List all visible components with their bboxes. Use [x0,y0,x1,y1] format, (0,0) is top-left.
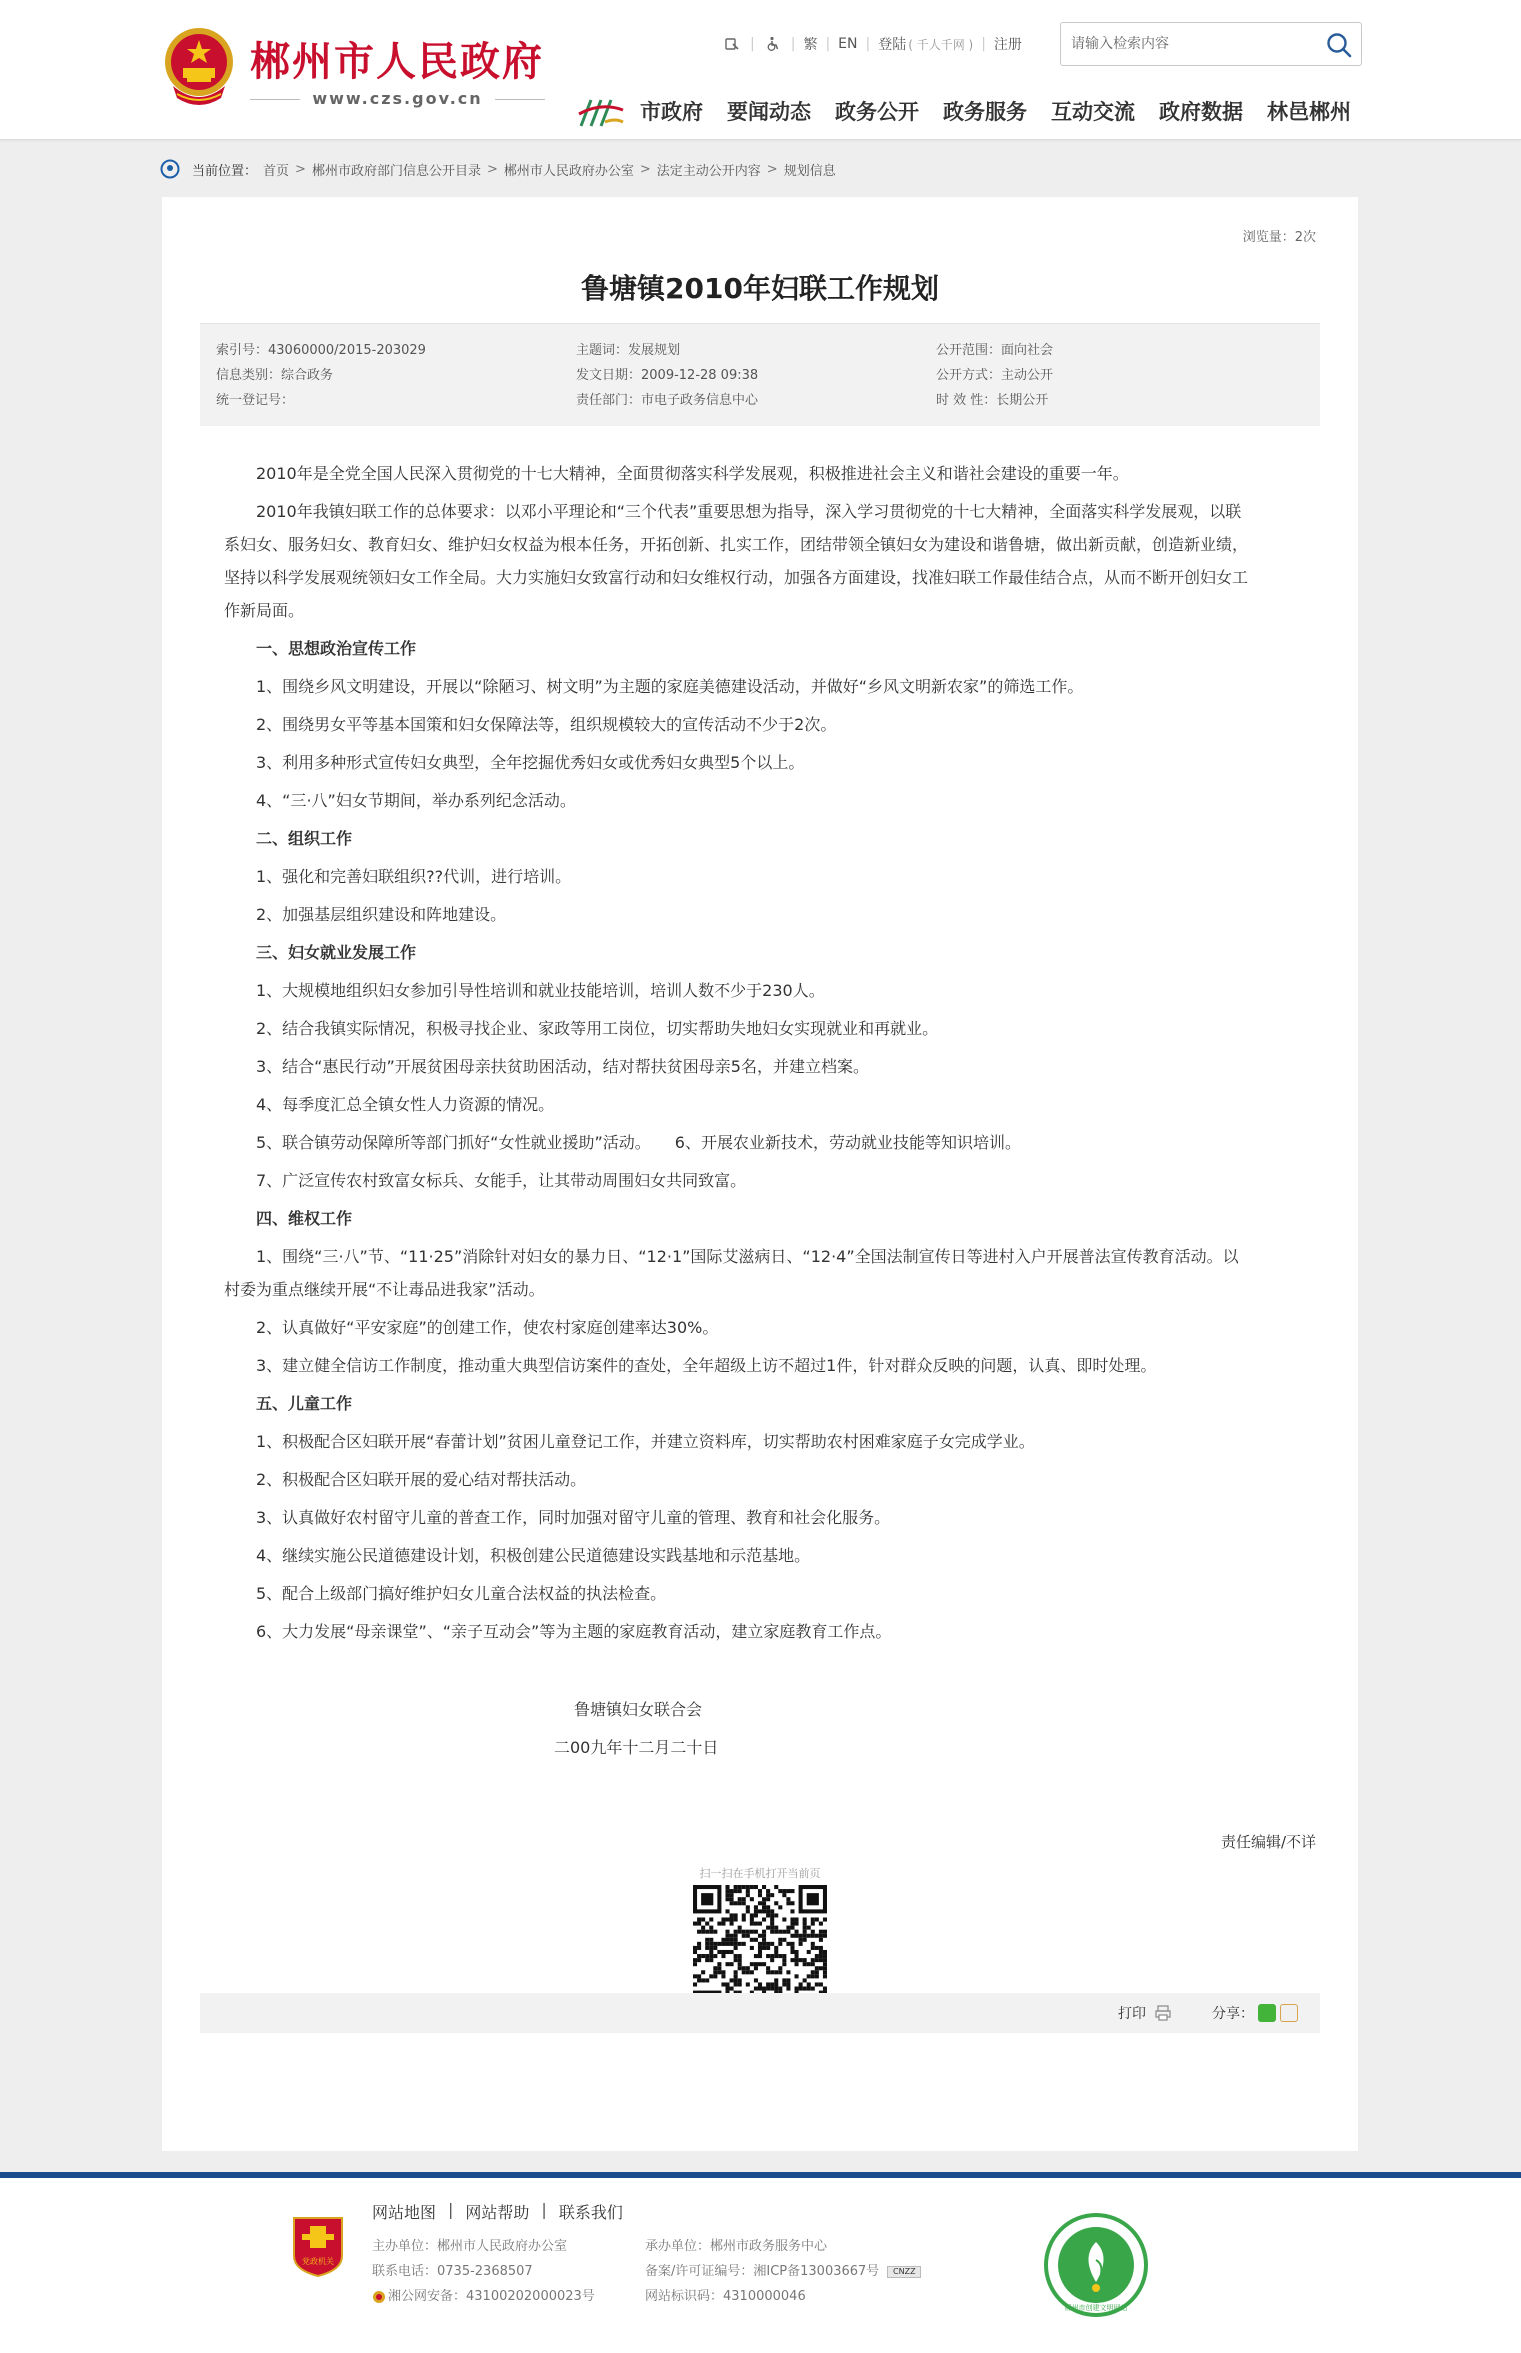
accessibility-reader-icon[interactable] [722,34,742,54]
view-count: 浏览量：2次 [1242,230,1316,245]
nav-item-city-government[interactable]: 市政府 [640,100,703,124]
search-input[interactable] [1061,23,1311,65]
meta-issue-date: 发文日期：2009-12-28 09:38 [576,368,759,383]
body-paragraph: 3、认真做好农村留守儿童的普查工作，同时加强对留守儿童的管理、教育和社会化服务。 [256,1508,891,1527]
article-meta-table [200,323,1320,426]
section-heading: 三、妇女就业发展工作 [256,943,417,962]
section-heading: 二、组织工作 [256,829,353,848]
login-note: ( 千人千网 ) [908,37,974,52]
badge-text: 党政机关 [302,2257,334,2266]
footer-icp[interactable]: 备案/许可证编号：湘ICP备13003667号 [645,2264,880,2279]
site-domain-text: www.czs.gov.cn [312,89,483,108]
footer-site-code: 网站标识码：4310000046 [645,2289,806,2304]
meta-keywords: 主题词：发展规划 [576,343,681,358]
meta-column-1 [216,338,426,413]
body-paragraph: 4、每季度汇总全镇女性人力资源的情况。 [256,1095,555,1114]
weibo-share-icon[interactable] [1280,2004,1298,2022]
body-paragraph: 2010年我镇妇联工作的总体要求：以邓小平理论和“三个代表”重要思想为指导，深入学习贯彻党的十七大精神，全面落实科学发展观，以联系妇女、服务妇女、教育妇女、维护妇女权益为根本任务，开拓创新、扎实工作，团结带领全镇妇女为建设和谐鲁塘，做出新贡献，创造新业绩，坚持以科学发展观统领妇女工作全局。大力实施妇女致富行动和妇女维权行动，加强各方面建设，找准妇联工作最佳结合点，从而不断开创妇女工作新局面。 [224,502,1249,620]
english-link[interactable]: EN [838,36,858,52]
meta-index-number: 索引号：43060000/2015-203029 [216,343,426,358]
national-emblem-logo[interactable] [163,24,235,108]
body-paragraph: 5、联合镇劳动保障所等部门抓好“女性就业援助”活动。 6、开展农业新技术，劳动就业技能等知识培训。 [256,1133,1021,1152]
party-government-badge-icon[interactable] [290,2214,346,2278]
city-logo-mark-icon [575,92,627,132]
register-link[interactable]: 注册 [993,37,1022,53]
body-paragraph: 2、围绕男女平等基本国策和妇女保障法等，组织规模较大的宣传活动不少于2次。 [256,715,837,734]
body-paragraph: 1、围绕“三·八”节、“11·25”消除针对妇女的暴力日、“12·1”国际艾滋病日、“12·4”全国法制宣传日等进村入户开展普法宣传教育活动。以村委为重点继续开展“不让毒品进我家”活动。 [224,1247,1239,1299]
article-body [224,457,1248,1769]
body-paragraph: 2、结合我镇实际情况，积极寻找企业、家政等用工岗位，切实帮助失地妇女实现就业和再就业。 [256,1019,939,1038]
body-paragraph: 4、继续实施公民道德建设计划，积极创建公民道德建设实践基地和示范基地。 [256,1546,811,1565]
qr-caption: 扫一扫在手机打开当前页 [699,1867,821,1880]
nav-item-news[interactable]: 要闻动态 [727,100,811,124]
body-paragraph: 3、利用多种形式宣传妇女典型，全年挖掘优秀妇女或优秀妇女典型5个以上。 [256,753,805,772]
wechat-share-icon[interactable] [1258,2004,1276,2022]
breadcrumb-separator: > [486,161,498,177]
search-icon[interactable] [1325,31,1353,59]
site-domain [250,86,545,112]
meta-registration-number: 统一登记号： [216,393,295,408]
nav-item-government-affairs-open[interactable]: 政务公开 [835,100,919,124]
body-paragraph: 3、建立健全信访工作制度，推动重大典型信访案件的查处，全年超级上访不超过1件，针对群众反映的问题，认真、即时处理。 [256,1356,1157,1375]
meta-column-2 [576,338,758,413]
breadcrumb [160,157,836,181]
cnzz-badge[interactable]: CNZZ [887,2266,921,2278]
body-paragraph: 2、加强基层组织建设和阵地建设。 [256,905,507,924]
site-name[interactable]: 郴州市人民政府 [250,39,544,85]
meta-department: 责任部门：市电子政务信息中心 [576,393,759,408]
breadcrumb-separator: > [766,161,778,177]
signature-organization: 鲁塘镇妇女联合会 [574,1700,703,1719]
article-title: 鲁塘镇2010年妇联工作规划 [581,272,939,305]
nav-item-government-services[interactable]: 政务服务 [943,100,1027,124]
breadcrumb-label: 当前位置： [192,163,258,179]
footer-sponsor: 主办单位：郴州市人民政府办公室 [372,2239,568,2254]
police-badge-icon [372,2290,386,2304]
meta-column-3 [936,338,1053,413]
body-paragraph: 6、大力发展“母亲课堂”、“亲子互动会”等为主题的家庭教育活动，建立家庭教育工作点。 [256,1622,892,1641]
top-links: | | 繁 | EN | 登陆 ( 千人千网 ) | 注册 [722,32,1022,56]
footer-public-security[interactable]: 湘公网安备：43100202000023号 [388,2289,595,2304]
meta-validity: 时 效 性：长期公开 [936,393,1049,408]
share-label: 分享： [1212,2006,1254,2022]
section-heading: 五、儿童工作 [256,1394,353,1413]
footer-link-sitemap[interactable]: 网站地图 [372,2203,437,2222]
meta-method: 公开方式：主动公开 [936,368,1054,383]
login-link[interactable]: 登陆 [878,37,907,53]
print-button[interactable] [1118,2003,1172,2023]
breadcrumb-item-statutory[interactable]: 法定主动公开内容 [656,163,761,179]
nav-item-linyi-chenzhou[interactable]: 林邑郴州 [1267,100,1351,124]
body-paragraph: 2、认真做好“平安家庭”的创建工作，使农村家庭创建率达30%。 [256,1318,719,1337]
share-bar [1212,2003,1298,2023]
body-paragraph: 4、“三·八”妇女节期间，举办系列纪念活动。 [256,791,576,810]
meta-info-category: 信息类别：综合政务 [216,368,334,383]
print-label: 打印 [1118,2006,1146,2022]
footer-phone: 联系电话：0735-2368507 [372,2264,533,2279]
body-paragraph: 2、积极配合区妇联开展的爱心结对帮扶活动。 [256,1470,587,1489]
body-paragraph: 3、结合“惠民行动”开展贫困母亲扶贫助困活动，结对帮扶贫困母亲5名，并建立档案。 [256,1057,869,1076]
body-paragraph: 1、积极配合区妇联开展“春蕾计划”贫困儿童登记工作，并建立资料库，切实帮助农村困难家庭子女完成学业。 [256,1432,1035,1451]
nav-item-government-data[interactable]: 政府数据 [1159,100,1243,124]
breadcrumb-separator: > [295,161,306,177]
printer-icon [1154,2004,1172,2022]
footer-link-contact[interactable]: 联系我们 [558,2203,623,2222]
body-paragraph: 1、围绕乡风文明建设，开展以“除陋习、树文明”为主题的家庭美德建设活动，并做好“乡风文明新农家”的筛选工作。 [256,677,1084,696]
footer-link-help[interactable]: 网站帮助 [465,2203,530,2222]
traditional-chinese-link[interactable]: 繁 [803,37,818,53]
location-pin-icon [160,159,180,179]
footer-info-left [372,2234,595,2309]
site-footer [0,2178,1521,2353]
meta-scope: 公开范围：面向社会 [936,343,1054,358]
nav-item-interaction[interactable]: 互动交流 [1051,100,1135,124]
section-heading: 四、维权工作 [256,1209,353,1228]
body-paragraph: 5、配合上级部门搞好维护妇女儿童合法权益的执法检查。 [256,1584,667,1603]
breadcrumb-separator: > [639,161,651,177]
body-paragraph: 2010年是全党全国人民深入贯彻党的十七大精神，全面贯彻落实科学发展观，积极推进社会主义和谐社会建设的重要一年。 [256,464,1129,483]
signature-date: 二00九年十二月二十日 [554,1738,719,1757]
article-card [162,197,1358,2151]
responsible-editor: 责任编辑/不详 [1220,1833,1316,1851]
footer-info-right [645,2234,921,2309]
signature-spacer [224,1653,1248,1693]
breadcrumb-item-directory[interactable]: 郴州市政府部门信息公开目录 [311,163,481,179]
footer-links: 网站地图 | 网站帮助 | 联系我们 [372,2200,623,2222]
civilized-website-seal-icon[interactable] [1043,2212,1149,2318]
seal-text: 郴州市创建文明网站 [1064,2304,1128,2312]
breadcrumb-home[interactable]: 首页 [263,163,290,179]
body-paragraph: 7、广泛宣传农村致富女标兵、女能手，让其带动周围妇女共同致富。 [256,1171,747,1190]
body-paragraph: 1、强化和完善妇联组织??代训，进行培训。 [256,867,572,886]
footer-organizer: 承办单位：郴州市政务服务中心 [645,2239,828,2254]
body-paragraph: 1、大规模地组织妇女参加引导性培训和就业技能培训，培训人数不少于230人。 [256,981,825,1000]
site-header [0,0,1521,140]
main-nav [640,96,1351,128]
section-heading: 一、思想政治宣传工作 [256,639,417,658]
breadcrumb-item-office[interactable]: 郴州市人民政府办公室 [503,163,634,179]
article-toolbar [200,1993,1320,2033]
search-box [1060,22,1362,66]
breadcrumb-item-planning[interactable]: 规划信息 [783,163,836,179]
wheelchair-accessibility-icon[interactable] [763,34,783,54]
